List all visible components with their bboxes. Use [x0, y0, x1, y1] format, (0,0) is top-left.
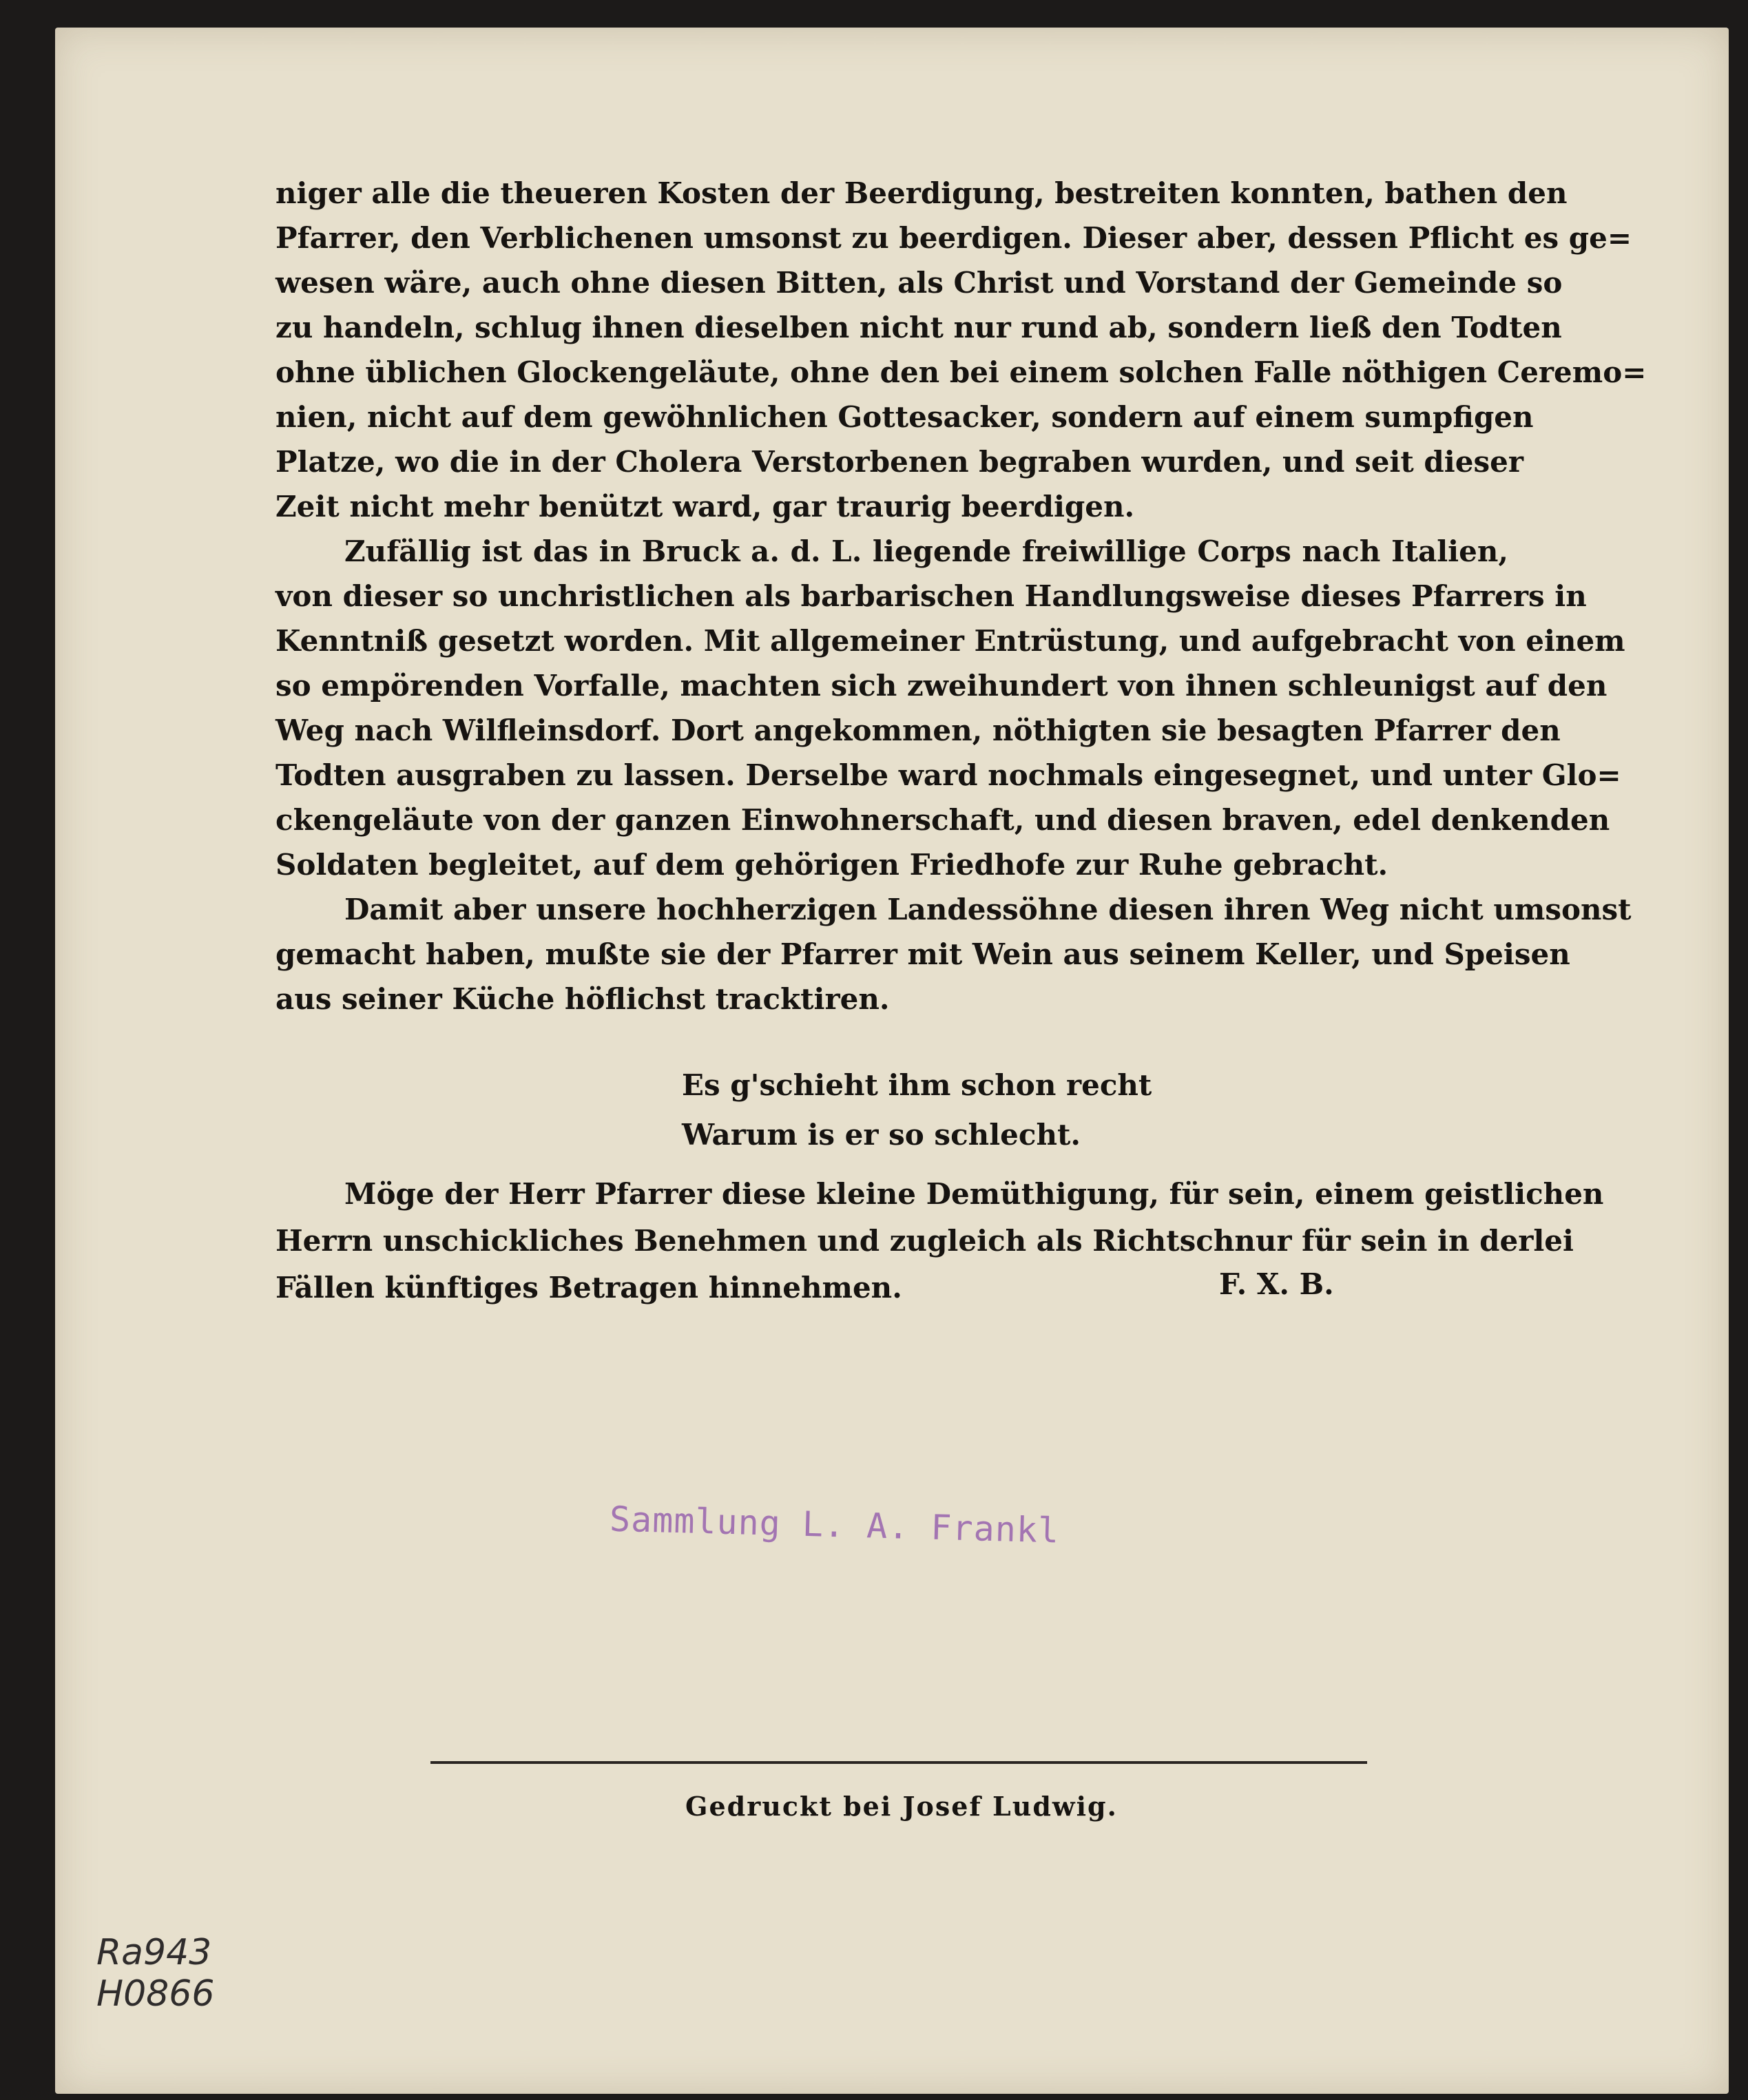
text-line: Damit aber unsere hochherzigen Landessöhne diesen ihren Weg nicht umsonst	[344, 893, 1632, 926]
paragraph-1	[275, 171, 1647, 529]
text-line: Fällen künftiges Betragen hinnehmen.	[275, 1271, 902, 1304]
text-line: wesen wäre, auch ohne diesen Bitten, als Christ und Vorstand der Gemeinde so	[275, 266, 1563, 300]
shelfmark	[96, 1932, 214, 2015]
text-line: Weg nach Wilfleinsdorf. Dort angekommen, nöthigten sie besagten Pfarrer den	[275, 714, 1561, 747]
verse-line: Warum is er so schlecht.	[682, 1118, 1081, 1152]
text-line: ohne üblichen Glockengeläute, ohne den bei einem solchen Falle nöthigen Ceremo=	[275, 355, 1647, 389]
paragraph-3	[275, 887, 1632, 1021]
printer-imprint: Gedruckt bei Josef Ludwig.	[685, 1791, 1118, 1822]
text-line: Herrn unschickliches Benehmen und zugleich als Richtschnur für sein in derlei	[275, 1224, 1574, 1258]
text-line: niger alle die theueren Kosten der Beerdigung, bestreiten konnten, bathen den	[275, 176, 1568, 210]
text-line: aus seiner Küche höflichst tracktiren.	[275, 982, 890, 1016]
divider-rule	[430, 1761, 1367, 1764]
text-line: nien, nicht auf dem gewöhnlichen Gottesacker, sondern auf einem sumpfigen	[275, 400, 1534, 434]
paragraph-2	[275, 529, 1625, 887]
verse	[682, 1061, 1152, 1160]
body-text	[275, 171, 1647, 1021]
text-line: ckengeläute von der ganzen Einwohnerschaft, und diesen braven, edel denkenden	[275, 803, 1610, 837]
verse-line: Es g'schieht ihm schon recht	[682, 1068, 1152, 1102]
text-line: Pfarrer, den Verblichenen umsonst zu beerdigen. Dieser aber, dessen Pflicht es ge=	[275, 221, 1632, 255]
text-line: Zeit nicht mehr benützt ward, gar traurig beerdigen.	[275, 490, 1135, 523]
text-line: Möge der Herr Pfarrer diese kleine Demüthigung, für sein, einem geistlichen	[344, 1177, 1604, 1211]
text-line: zu handeln, schlug ihnen dieselben nicht nur rund ab, sondern ließ den Todten	[275, 311, 1562, 344]
text-line: Kenntniß gesetzt worden. Mit allgemeiner Entrüstung, und aufgebracht von einem	[275, 624, 1625, 658]
text-line: Zufällig ist das in Bruck a. d. L. liegende freiwillige Corps nach Italien,	[344, 534, 1508, 568]
text-line: von dieser so unchristlichen als barbarischen Handlungsweise dieses Pfarrers in	[275, 579, 1587, 613]
shelfmark-line: H0866	[96, 1973, 215, 2015]
signature-initials: F. X. B.	[1219, 1267, 1334, 1301]
text-line: so empörenden Vorfalle, machten sich zweihundert von ihnen schleunigst auf den	[275, 669, 1607, 703]
text-line: gemacht haben, mußte sie der Pfarrer mit Wein aus seinem Keller, und Speisen	[275, 937, 1570, 971]
text-line: Platze, wo die in der Cholera Verstorbenen begraben wurden, und seit dieser	[275, 445, 1523, 479]
collection-stamp: Sammlung L. A. Frankl	[609, 1499, 1060, 1551]
text-line: Todten ausgraben zu lassen. Derselbe ward nochmals eingesegnet, und unter Glo=	[275, 758, 1621, 792]
shelfmark-line: Ra943	[96, 1932, 212, 1973]
text-line: Soldaten begleitet, auf dem gehörigen Friedhofe zur Ruhe gebracht.	[275, 848, 1388, 882]
